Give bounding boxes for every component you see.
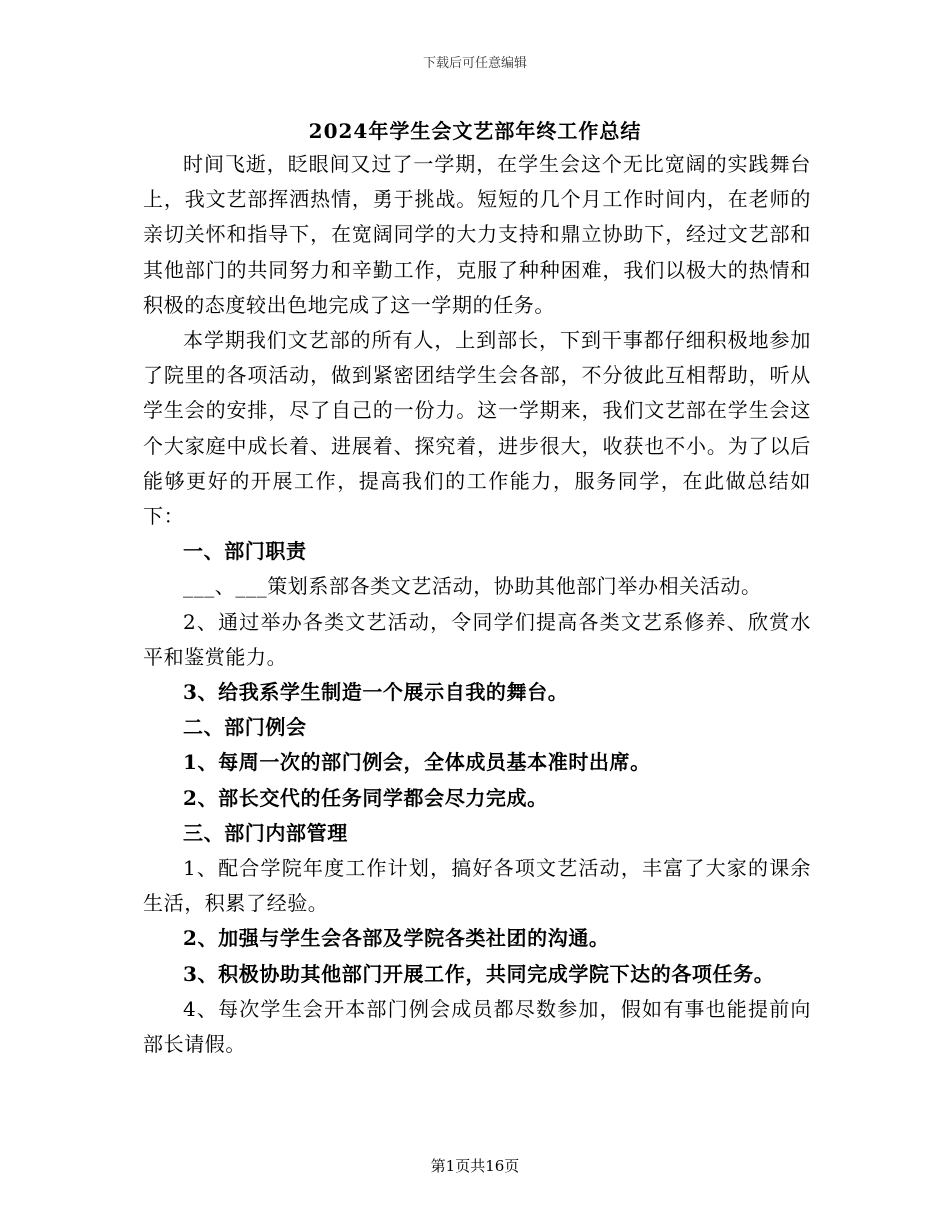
header-note: 下载后可任意编辑 [422, 56, 527, 71]
document-title: 2024年学生会文艺部年终工作总结 [308, 119, 642, 143]
section-heading-meetings: 二、部门例会 [183, 715, 307, 740]
list-item: 4、每次学生会开本部门例会成员都尽数参加，假如有事也能提前向部长请假。 [143, 996, 811, 1057]
section-heading-duties: 一、部门职责 [183, 539, 307, 564]
paragraph-intro: 时间飞逝，眨眼间又过了一学期，在学生会这个无比宽阔的实践舞台上，我文艺部挥洒热情，勇于挑战。短短的几个月工作时间内，在老师的亲切关怀和指导下，在宽阔同学的大力支持和鼎立协助下，经过文艺部和其他部门的共同努力和辛勤工作，克服了种种困难，我们以极大的热情和积极的态度较出色地完成了这一学期的任务。 [143, 152, 811, 317]
list-item: 3、给我系学生制造一个展示自我的舞台。 [183, 680, 569, 705]
list-item: 3、积极协助其他部门开展工作，共同完成学院下达的各项任务。 [183, 961, 775, 986]
list-item: 1、每周一次的部门例会，全体成员基本准时出席。 [183, 750, 651, 775]
page-number: 第1页共16页 [430, 1157, 520, 1175]
list-item: 2、加强与学生会各部及学院各类社团的沟通。 [183, 926, 610, 951]
document-body [143, 147, 811, 1062]
list-item: 1、配合学院年度工作计划，搞好各项文艺活动，丰富了大家的课余生活，积累了经验。 [143, 856, 811, 916]
list-item: 2、部长交代的任务同学都会尽力完成。 [183, 785, 548, 810]
list-item: ___、___策划系部各类文艺活动，协助其他部门举办相关活动。 [183, 574, 762, 599]
list-item: 2、通过举办各类文艺活动，令同学们提高各类文艺系修养、欣赏水平和鉴赏能力。 [143, 609, 811, 669]
paragraph-overview: 本学期我们文艺部的所有人，上到部长，下到干事都仔细积极地参加了院里的各项活动，做到紧密团结学生会各部，不分彼此互相帮助，听从学生会的安排，尽了自己的一份力。这一学期来，我们文艺部在学生会这个大家庭中成长着、进展着、探究着，进步很大，收获也不小。为了以后能够更好的开展工作，提高我们的工作能力，服务同学，在此做总结如下： [143, 328, 811, 529]
section-heading-management: 三、部门内部管理 [183, 820, 348, 845]
